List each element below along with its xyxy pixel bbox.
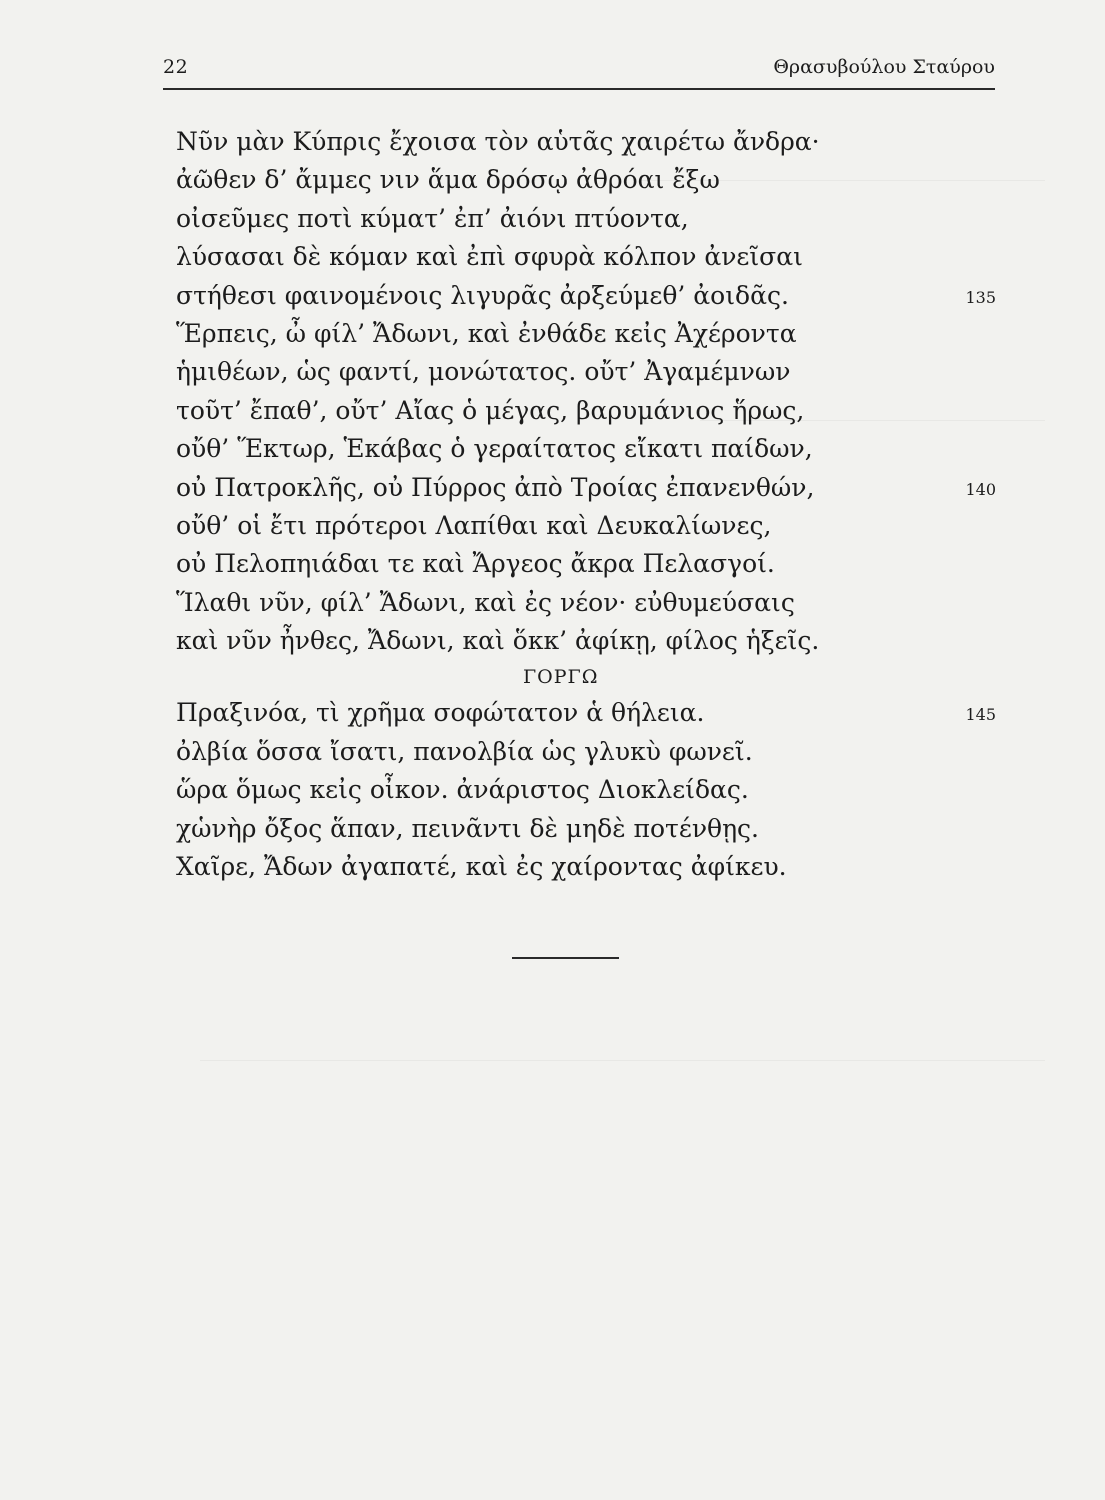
poem-text [176, 123, 996, 886]
verse-line: οἰσεῦμες ποτὶ κύματ’ ἐπ’ ἀιόνι πτύοντα, [176, 203, 689, 233]
line-number: 140 [965, 479, 996, 499]
verse-line: οὔθ’ Ἕκτωρ, Ἑκάβας ὁ γεραίτατος εἴκατι παίδων, [176, 434, 813, 464]
verse-line: ὥρα ὅμως κεἰς οἶκον. ἀνάριστος Διοκλείδας. [176, 775, 749, 805]
speaker-name: ΓΟΡΓΩ [523, 666, 599, 689]
verse-line: Ἵλαθι νῦν, φίλ’ Ἄδωνι, καὶ ἐς νέον· εὐθυμεύσαις [176, 587, 795, 617]
verse-line: ἀῶθεν δ’ ἄμμες νιν ἅμα δρόσῳ ἀθρόαι ἔξω [176, 165, 720, 195]
verse-line: λύσασαι δὲ κόμαν καὶ ἐπὶ σφυρὰ κόλπον ἀνεῖσαι [176, 242, 803, 272]
verse-line: τοῦτ’ ἔπαθ’, οὔτ’ Αἴας ὁ μέγας, βαρυμάνιος ἥρως, [176, 395, 805, 425]
running-title: Θρασυβούλου Σταύρου [773, 56, 995, 78]
verse-line: χὡνὴρ ὄξος ἅπαν, πεινᾶντι δὲ μηδὲ ποτένθῃς. [176, 813, 759, 843]
verse-line: ἡμιθέων, ὡς φαντί, μονώτατος. οὔτ’ Ἀγαμέμνων [176, 357, 791, 387]
bleed-through [200, 1060, 1045, 1061]
verse-line: Χαῖρε, Ἄδων ἀγαπατέ, καὶ ἐς χαίροντας ἀφίκευ. [176, 852, 787, 882]
line-number: 135 [965, 287, 996, 307]
end-rule [512, 957, 619, 959]
verse-line: Πραξινόα, τὶ χρῆμα σοφώτατον ἁ θήλεια. 145 [176, 694, 996, 732]
page-number: 22 [163, 56, 189, 78]
verse-line: στήθεσι φαινομένοις λιγυρᾶς ἀρξεύμεθ’ ἀοιδᾶς. 135 [176, 277, 996, 315]
verse-line: οὐ Πελοπηιάδαι τε καὶ Ἄργεος ἄκρα Πελασγοί. [176, 549, 775, 579]
verse-line: ὀλβία ὅσσα ἴσατι, πανολβία ὡς γλυκὺ φωνεῖ. [176, 736, 753, 766]
page-header [163, 52, 995, 92]
verse-line: οὔθ’ οἱ ἔτι πρότεροι Λαπίθαι καὶ Δευκαλίωνες, [176, 510, 772, 540]
verse-line: Ἕρπεις, ὦ φίλ’ Ἄδωνι, καὶ ἐνθάδε κεἰς Ἀχέροντα [176, 318, 797, 348]
header-rule [163, 88, 995, 90]
verse-line: Νῦν μὰν Κύπρις ἔχοισα τὸν αὑτᾶς χαιρέτω ἄνδρα· [176, 127, 820, 156]
verse-line: οὐ Πατροκλῆς, οὐ Πύρρος ἀπὸ Τροίας ἐπανενθών, 140 [176, 469, 996, 507]
verse-line: καὶ νῦν ἦνθες, Ἄδωνι, καὶ ὅκκ’ ἀφίκῃ, φίλος ἡξεῖς. [176, 626, 820, 656]
line-number: 145 [965, 705, 996, 725]
